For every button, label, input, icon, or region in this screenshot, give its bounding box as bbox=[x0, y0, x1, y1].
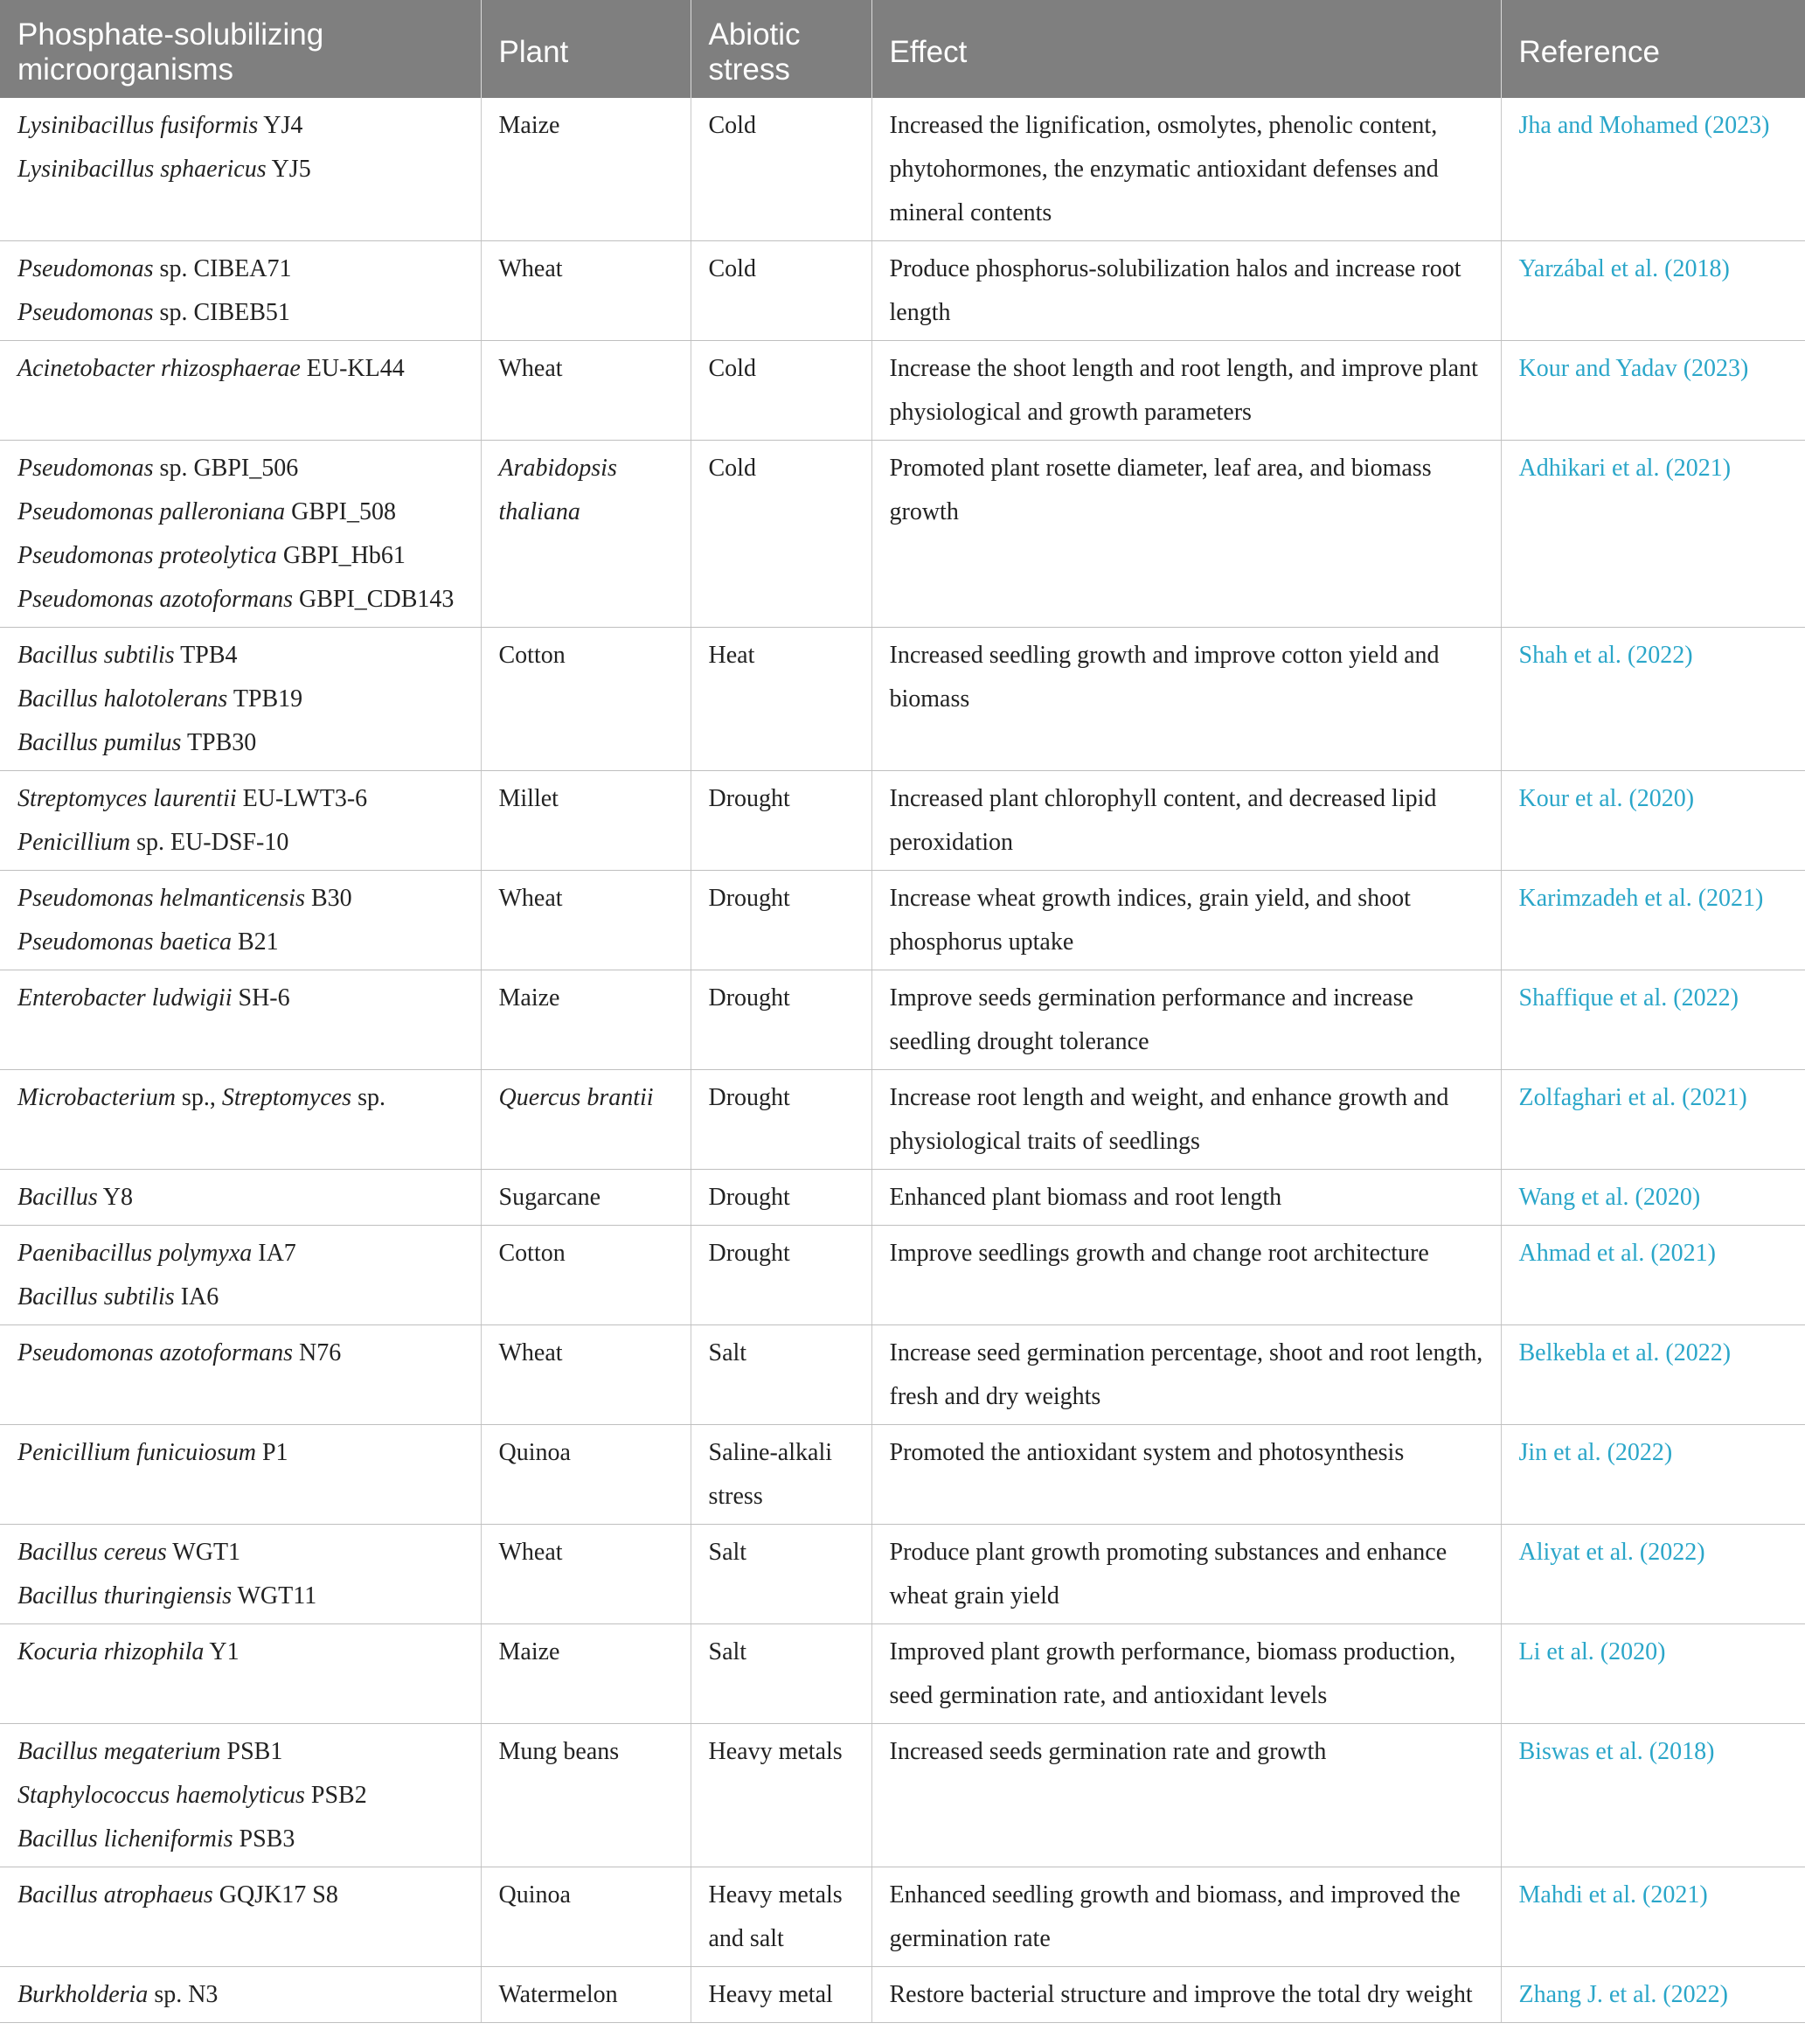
species-name: Pseudomonas baetica bbox=[17, 928, 232, 956]
plant-name: Maize bbox=[498, 112, 560, 139]
microorganism-entry bbox=[17, 291, 463, 335]
cell-abiotic-stress: Drought bbox=[691, 1170, 871, 1226]
table-row bbox=[0, 1325, 1805, 1425]
strain-id: YJ4 bbox=[258, 112, 303, 139]
cell-reference bbox=[1501, 1525, 1805, 1624]
cell-microorganisms bbox=[0, 1325, 481, 1425]
reference-link[interactable]: Kour et al. (2020) bbox=[1518, 785, 1695, 812]
table-row bbox=[0, 341, 1805, 441]
cell-effect: Increase the shoot length and root length, and improve plant physiological and growth parameters bbox=[871, 341, 1501, 441]
microorganism-entry bbox=[17, 921, 463, 964]
reference-link[interactable]: Belkebla et al. (2022) bbox=[1518, 1339, 1732, 1366]
strain-id: PSB1 bbox=[220, 1738, 283, 1765]
species-name: Microbacterium bbox=[17, 1084, 176, 1111]
strain-id: sp. CIBEB51 bbox=[153, 299, 290, 326]
microorganism-entry bbox=[17, 247, 463, 291]
microorganism-entry bbox=[17, 1575, 463, 1618]
species-name: Paenibacillus polymyxa bbox=[17, 1240, 253, 1267]
species-name: Streptomyces laurentii bbox=[17, 785, 237, 812]
cell-microorganisms bbox=[0, 1070, 481, 1170]
microorganism-entry bbox=[17, 104, 463, 148]
microorganism-entry bbox=[17, 678, 463, 721]
species-name: Lysinibacillus fusiformis bbox=[17, 112, 259, 139]
cell-reference bbox=[1501, 441, 1805, 628]
reference-link[interactable]: Zolfaghari et al. (2021) bbox=[1518, 1084, 1747, 1111]
microorganism-entry bbox=[17, 1774, 463, 1818]
cell-abiotic-stress: Cold bbox=[691, 341, 871, 441]
microorganism-entry bbox=[17, 148, 463, 191]
reference-link[interactable]: Aliyat et al. (2022) bbox=[1518, 1539, 1705, 1566]
species-name: Burkholderia bbox=[17, 1981, 149, 2008]
species-name: Streptomyces bbox=[221, 1084, 352, 1111]
cell-microorganisms bbox=[0, 771, 481, 871]
cell-plant bbox=[481, 628, 691, 771]
strain-id: sp., bbox=[175, 1084, 222, 1111]
species-name: Penicillium funicuiosum bbox=[17, 1439, 256, 1466]
species-name: Pseudomonas palleroniana bbox=[17, 498, 286, 525]
strain-id: B30 bbox=[304, 885, 352, 912]
strain-id: EU-LWT3-6 bbox=[236, 785, 368, 812]
cell-microorganisms bbox=[0, 1525, 481, 1624]
cell-effect: Increased seeds germination rate and growth bbox=[871, 1724, 1501, 1867]
table-row bbox=[0, 970, 1805, 1070]
strain-id: WGT11 bbox=[232, 1582, 317, 1609]
microorganism-entry bbox=[17, 1176, 463, 1220]
cell-effect: Improve seedlings growth and change root architecture bbox=[871, 1226, 1501, 1325]
microorganism-entry bbox=[17, 578, 463, 622]
cell-effect: Improved plant growth performance, biomass production, seed germination rate, and antioxidant levels bbox=[871, 1624, 1501, 1724]
cell-microorganisms bbox=[0, 341, 481, 441]
microorganism-entry bbox=[17, 1730, 463, 1774]
strain-id: GBPI_CDB143 bbox=[293, 586, 455, 613]
cell-abiotic-stress: Heavy metals bbox=[691, 1724, 871, 1867]
cell-microorganisms bbox=[0, 1624, 481, 1724]
microorganism-entry bbox=[17, 721, 463, 765]
reference-link[interactable]: Yarzábal et al. (2018) bbox=[1518, 255, 1730, 282]
species-name: Bacillus megaterium bbox=[17, 1738, 221, 1765]
microorganism-entry bbox=[17, 1531, 463, 1575]
microorganism-entry bbox=[17, 1630, 463, 1674]
reference-link[interactable]: Kour and Yadav (2023) bbox=[1518, 355, 1749, 382]
cell-plant bbox=[481, 1226, 691, 1325]
cell-abiotic-stress: Salt bbox=[691, 1624, 871, 1724]
strain-id: sp. GBPI_506 bbox=[153, 455, 299, 482]
strain-id: YJ5 bbox=[266, 156, 311, 183]
plant-name: Arabidopsis thaliana bbox=[498, 455, 617, 525]
cell-abiotic-stress: Saline-alkali stress bbox=[691, 1425, 871, 1525]
strain-id: TPB19 bbox=[227, 685, 303, 713]
strain-id: PSB3 bbox=[233, 1825, 295, 1853]
strain-id: GQJK17 S8 bbox=[212, 1881, 338, 1908]
cell-effect: Increased the lignification, osmolytes, phenolic content, phytohormones, the enzymatic antioxidant defenses and mineral contents bbox=[871, 98, 1501, 241]
species-name: Pseudomonas azotoformans bbox=[17, 586, 294, 613]
header-abiotic-stress: Abiotic stress bbox=[691, 0, 871, 98]
microorganism-entry bbox=[17, 1232, 463, 1276]
cell-reference bbox=[1501, 1967, 1805, 2023]
plant-name: Mung beans bbox=[498, 1738, 620, 1765]
cell-reference bbox=[1501, 1070, 1805, 1170]
cell-microorganisms bbox=[0, 441, 481, 628]
cell-microorganisms bbox=[0, 1967, 481, 2023]
microorganism-entry bbox=[17, 447, 463, 490]
microorganism-entry bbox=[17, 1874, 463, 1917]
strain-id: TPB4 bbox=[174, 642, 238, 669]
strain-id: N76 bbox=[293, 1339, 342, 1366]
microorganism-entry bbox=[17, 777, 463, 821]
species-name: Bacillus bbox=[17, 1184, 98, 1211]
strain-id: sp. EU-DSF-10 bbox=[130, 829, 289, 856]
cell-plant bbox=[481, 771, 691, 871]
species-name: Bacillus atrophaeus bbox=[17, 1881, 213, 1908]
species-name: Lysinibacillus sphaericus bbox=[17, 156, 267, 183]
species-name: Pseudomonas bbox=[17, 255, 154, 282]
table-row bbox=[0, 441, 1805, 628]
cell-abiotic-stress: Heavy metal bbox=[691, 1967, 871, 2023]
cell-plant bbox=[481, 1867, 691, 1967]
cell-plant bbox=[481, 98, 691, 241]
microorganism-entry bbox=[17, 821, 463, 865]
cell-microorganisms bbox=[0, 1724, 481, 1867]
cell-abiotic-stress: Drought bbox=[691, 771, 871, 871]
table-row bbox=[0, 628, 1805, 771]
microorganism-entry bbox=[17, 347, 463, 391]
microorganism-entry bbox=[17, 490, 463, 534]
microorganism-entry bbox=[17, 1276, 463, 1319]
cell-microorganisms bbox=[0, 98, 481, 241]
cell-reference bbox=[1501, 871, 1805, 970]
plant-name: Wheat bbox=[498, 1339, 563, 1366]
cell-reference bbox=[1501, 241, 1805, 341]
cell-effect: Produce plant growth promoting substances and enhance wheat grain yield bbox=[871, 1525, 1501, 1624]
cell-plant bbox=[481, 1724, 691, 1867]
header-microorganisms: Phosphate-solubilizing microorganisms bbox=[0, 0, 481, 98]
cell-plant bbox=[481, 241, 691, 341]
species-name: Staphylococcus haemolyticus bbox=[17, 1782, 305, 1809]
cell-microorganisms bbox=[0, 1170, 481, 1226]
cell-effect: Increased seedling growth and improve cotton yield and biomass bbox=[871, 628, 1501, 771]
strain-id: Y1 bbox=[204, 1638, 240, 1665]
reference-link[interactable]: Shah et al. (2022) bbox=[1518, 642, 1693, 669]
strain-id: EU-KL44 bbox=[300, 355, 405, 382]
cell-effect: Promoted plant rosette diameter, leaf area, and biomass growth bbox=[871, 441, 1501, 628]
cell-effect: Restore bacterial structure and improve the total dry weight bbox=[871, 1967, 1501, 2023]
cell-effect: Increase wheat growth indices, grain yield, and shoot phosphorus uptake bbox=[871, 871, 1501, 970]
plant-name: Wheat bbox=[498, 355, 563, 382]
cell-reference bbox=[1501, 1325, 1805, 1425]
plant-name: Wheat bbox=[498, 885, 563, 912]
header-effect: Effect bbox=[871, 0, 1501, 98]
reference-link[interactable]: Li et al. (2020) bbox=[1518, 1638, 1666, 1665]
cell-plant bbox=[481, 1425, 691, 1525]
cell-reference bbox=[1501, 98, 1805, 241]
cell-plant bbox=[481, 1525, 691, 1624]
cell-effect: Promoted the antioxidant system and photosynthesis bbox=[871, 1425, 1501, 1525]
cell-microorganisms bbox=[0, 628, 481, 771]
strain-id: P1 bbox=[255, 1439, 288, 1466]
cell-effect: Increase root length and weight, and enhance growth and physiological traits of seedlings bbox=[871, 1070, 1501, 1170]
table-row bbox=[0, 1170, 1805, 1226]
cell-microorganisms bbox=[0, 241, 481, 341]
cell-reference bbox=[1501, 771, 1805, 871]
cell-plant bbox=[481, 441, 691, 628]
strain-id: GBPI_Hb61 bbox=[276, 542, 406, 569]
strain-id: WGT1 bbox=[166, 1539, 241, 1566]
cell-abiotic-stress: Cold bbox=[691, 441, 871, 628]
species-name: Acinetobacter rhizosphaerae bbox=[17, 355, 301, 382]
cell-reference bbox=[1501, 1624, 1805, 1724]
species-name: Bacillus pumilus bbox=[17, 729, 182, 756]
strain-id: sp. N3 bbox=[148, 1981, 219, 2008]
plant-name: Maize bbox=[498, 1638, 560, 1665]
cell-microorganisms bbox=[0, 1425, 481, 1525]
cell-reference bbox=[1501, 1170, 1805, 1226]
reference-link[interactable]: Jha and Mohamed (2023) bbox=[1518, 112, 1770, 139]
table-row bbox=[0, 1624, 1805, 1724]
species-name: Pseudomonas proteolytica bbox=[17, 542, 277, 569]
table-row bbox=[0, 1867, 1805, 1967]
microorganism-entry bbox=[17, 1818, 463, 1861]
strain-id: sp. bbox=[351, 1084, 385, 1111]
plant-name: Cotton bbox=[498, 1240, 566, 1267]
plant-name: Quercus brantii bbox=[498, 1084, 654, 1111]
cell-effect: Enhanced plant biomass and root length bbox=[871, 1170, 1501, 1226]
strain-id: B21 bbox=[231, 928, 279, 956]
cell-abiotic-stress: Cold bbox=[691, 98, 871, 241]
cell-effect: Enhanced seedling growth and biomass, and improved the germination rate bbox=[871, 1867, 1501, 1967]
strain-id: IA6 bbox=[174, 1283, 219, 1311]
reference-link[interactable]: Biswas et al. (2018) bbox=[1518, 1738, 1715, 1765]
microorganism-entry bbox=[17, 1431, 463, 1475]
species-name: Penicillium bbox=[17, 829, 131, 856]
reference-link[interactable]: Karimzadeh et al. (2021) bbox=[1518, 885, 1764, 912]
table-row bbox=[0, 241, 1805, 341]
cell-plant bbox=[481, 341, 691, 441]
cell-reference bbox=[1501, 970, 1805, 1070]
header-reference: Reference bbox=[1501, 0, 1805, 98]
reference-link[interactable]: Adhikari et al. (2021) bbox=[1518, 455, 1732, 482]
plant-name: Watermelon bbox=[498, 1981, 618, 2008]
header-row bbox=[0, 0, 1805, 98]
species-name: Kocuria rhizophila bbox=[17, 1638, 205, 1665]
cell-abiotic-stress: Drought bbox=[691, 871, 871, 970]
cell-abiotic-stress: Salt bbox=[691, 1325, 871, 1425]
strain-id: IA7 bbox=[252, 1240, 296, 1267]
species-name: Bacillus licheniformis bbox=[17, 1825, 233, 1853]
microorganism-entry bbox=[17, 977, 463, 1020]
cell-microorganisms bbox=[0, 1867, 481, 1967]
microorganism-entry bbox=[17, 1076, 463, 1120]
table-row bbox=[0, 1070, 1805, 1170]
cell-reference bbox=[1501, 1867, 1805, 1967]
cell-abiotic-stress: Drought bbox=[691, 1226, 871, 1325]
table-row bbox=[0, 771, 1805, 871]
plant-name: Wheat bbox=[498, 255, 563, 282]
cell-microorganisms bbox=[0, 871, 481, 970]
table-row bbox=[0, 1724, 1805, 1867]
reference-link[interactable]: Zhang J. et al. (2022) bbox=[1518, 1981, 1728, 2008]
table-row bbox=[0, 871, 1805, 970]
strain-id: TPB30 bbox=[181, 729, 257, 756]
strain-id: Y8 bbox=[97, 1184, 133, 1211]
microorganism-entry bbox=[17, 1973, 463, 2017]
reference-link[interactable]: Mahdi et al. (2021) bbox=[1518, 1881, 1708, 1908]
strain-id: SH-6 bbox=[232, 984, 290, 1012]
cell-effect: Increase seed germination percentage, shoot and root length, fresh and dry weights bbox=[871, 1325, 1501, 1425]
microorganism-entry bbox=[17, 534, 463, 578]
microorganism-entry bbox=[17, 877, 463, 921]
table-body bbox=[0, 98, 1805, 2023]
cell-plant bbox=[481, 1070, 691, 1170]
cell-plant bbox=[481, 1170, 691, 1226]
species-name: Pseudomonas bbox=[17, 455, 154, 482]
microorganism-entry bbox=[17, 1331, 463, 1375]
cell-plant bbox=[481, 871, 691, 970]
cell-abiotic-stress: Drought bbox=[691, 970, 871, 1070]
cell-plant bbox=[481, 1325, 691, 1425]
species-name: Bacillus cereus bbox=[17, 1539, 167, 1566]
cell-microorganisms bbox=[0, 970, 481, 1070]
plant-name: Maize bbox=[498, 984, 560, 1012]
cell-effect: Improve seeds germination performance and increase seedling drought tolerance bbox=[871, 970, 1501, 1070]
cell-plant bbox=[481, 970, 691, 1070]
species-name: Pseudomonas helmanticensis bbox=[17, 885, 305, 912]
plant-name: Cotton bbox=[498, 642, 566, 669]
plant-name: Quinoa bbox=[498, 1881, 571, 1908]
reference-link[interactable]: Wang et al. (2020) bbox=[1518, 1184, 1701, 1211]
cell-reference bbox=[1501, 1724, 1805, 1867]
reference-link[interactable]: Ahmad et al. (2021) bbox=[1518, 1240, 1716, 1267]
cell-abiotic-stress: Cold bbox=[691, 241, 871, 341]
plant-name: Millet bbox=[498, 785, 559, 812]
table-row bbox=[0, 1425, 1805, 1525]
species-name: Enterobacter ludwigii bbox=[17, 984, 233, 1012]
species-name: Bacillus subtilis bbox=[17, 642, 175, 669]
strain-id: PSB2 bbox=[304, 1782, 367, 1809]
strain-id: GBPI_508 bbox=[285, 498, 396, 525]
species-name: Bacillus halotolerans bbox=[17, 685, 228, 713]
species-name: Bacillus subtilis bbox=[17, 1283, 175, 1311]
table-row bbox=[0, 1525, 1805, 1624]
cell-microorganisms bbox=[0, 1226, 481, 1325]
cell-effect: Increased plant chlorophyll content, and decreased lipid peroxidation bbox=[871, 771, 1501, 871]
table-row bbox=[0, 1967, 1805, 2023]
species-name: Pseudomonas bbox=[17, 299, 154, 326]
plant-name: Wheat bbox=[498, 1539, 563, 1566]
reference-link[interactable]: Shaffique et al. (2022) bbox=[1518, 984, 1739, 1012]
table-header bbox=[0, 0, 1805, 98]
cell-effect: Produce phosphorus-solubilization halos and increase root length bbox=[871, 241, 1501, 341]
cell-abiotic-stress: Drought bbox=[691, 1070, 871, 1170]
cell-reference bbox=[1501, 1226, 1805, 1325]
strain-id: sp. CIBEA71 bbox=[153, 255, 292, 282]
table-row bbox=[0, 1226, 1805, 1325]
cell-reference bbox=[1501, 341, 1805, 441]
cell-abiotic-stress: Salt bbox=[691, 1525, 871, 1624]
cell-plant bbox=[481, 1624, 691, 1724]
cell-abiotic-stress: Heat bbox=[691, 628, 871, 771]
cell-reference bbox=[1501, 628, 1805, 771]
header-plant: Plant bbox=[481, 0, 691, 98]
species-name: Pseudomonas azotoformans bbox=[17, 1339, 294, 1366]
species-name: Bacillus thuringiensis bbox=[17, 1582, 232, 1609]
table-row bbox=[0, 98, 1805, 241]
cell-plant bbox=[481, 1967, 691, 2023]
plant-name: Sugarcane bbox=[498, 1184, 601, 1211]
cell-reference bbox=[1501, 1425, 1805, 1525]
plant-name: Quinoa bbox=[498, 1439, 571, 1466]
reference-link[interactable]: Jin et al. (2022) bbox=[1518, 1439, 1673, 1466]
cell-abiotic-stress: Heavy metals and salt bbox=[691, 1867, 871, 1967]
microorganism-entry bbox=[17, 634, 463, 678]
